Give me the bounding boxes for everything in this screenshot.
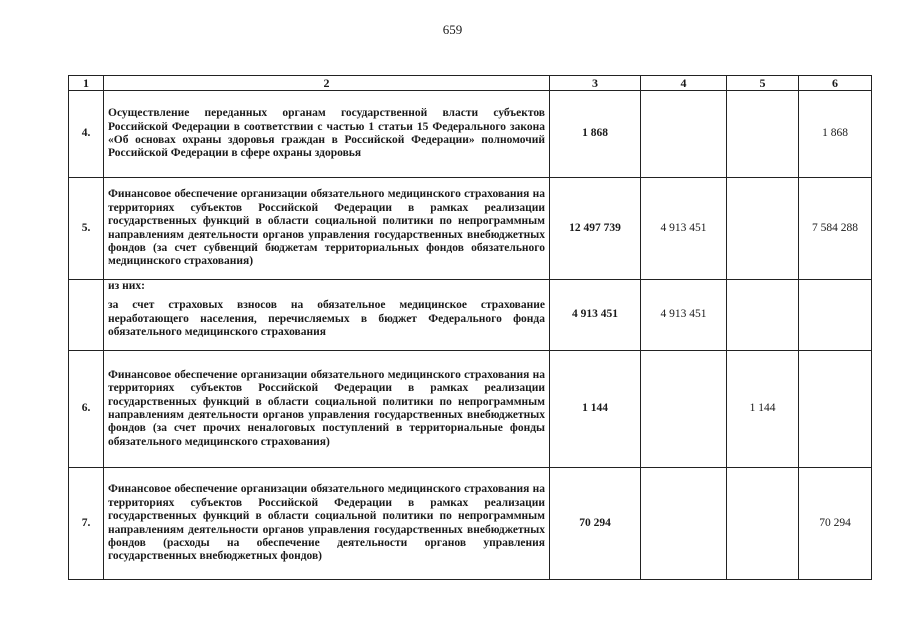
row-description: Осуществление переданных органам государственной власти субъектов Российской Федерации в соответствии с частью 1 статьи 15 Федерального закона «Об основах охраны здоровья граждан в Российской Федерации» полномочий Российской Федерации в сфере охраны здоровья <box>104 91 550 178</box>
table-row <box>69 178 872 280</box>
cell-col5 <box>727 468 799 580</box>
cell-col5: 1 144 <box>727 351 799 468</box>
sub-text: за счет страховых взносов на обязательное медицинское страхование неработающего населения, перечисляемых в бюджет Федерального фонда обязательного медицинского страхования <box>108 299 545 339</box>
cell-col5 <box>727 178 799 280</box>
row-description: Финансовое обеспечение организации обязательного медицинского страхования на территориях субъектов Российской Федерации в рамках реализации государственных функций в области социальной политики по непрограммным направлениям деятельности органов управления государственных внебюджетных фондов (за счет субвенций бюджетам территориальных фондов обязательного медицинского страхования) <box>104 178 550 280</box>
cell-col3: 1 868 <box>550 91 641 178</box>
cell-col4 <box>641 91 727 178</box>
column-header-1: 1 <box>69 76 104 91</box>
row-description <box>104 280 550 351</box>
row-description: Финансовое обеспечение организации обязательного медицинского страхования на территориях субъектов Российской Федерации в рамках реализации государственных функций в области социальной политики по непрограммным направлениям деятельности органов управления государственных внебюджетных фондов (за счет прочих неналоговых поступлений в территориальные фонды обязательного медицинского страхования) <box>104 351 550 468</box>
cell-col4: 4 913 451 <box>641 280 727 351</box>
column-header-6: 6 <box>799 76 872 91</box>
row-number <box>69 280 104 351</box>
table-row <box>69 91 872 178</box>
row-number: 6. <box>69 351 104 468</box>
cell-col4 <box>641 468 727 580</box>
cell-col6: 70 294 <box>799 468 872 580</box>
budget-table <box>68 75 872 580</box>
cell-col6: 1 868 <box>799 91 872 178</box>
table-row <box>69 280 872 351</box>
row-description: Финансовое обеспечение организации обязательного медицинского страхования на территориях субъектов Российской Федерации в рамках реализации государственных функций в области социальной политики по непрограммным направлениям деятельности органов управления государственных внебюджетных фондов (расходы на обеспечение деятельности органов управления государственных внебюджетных фондов) <box>104 468 550 580</box>
cell-col5 <box>727 91 799 178</box>
column-header-5: 5 <box>727 76 799 91</box>
column-header-4: 4 <box>641 76 727 91</box>
cell-col5 <box>727 280 799 351</box>
table-row <box>69 351 872 468</box>
cell-col4 <box>641 351 727 468</box>
cell-col6 <box>799 351 872 468</box>
header-row <box>69 76 872 91</box>
cell-col4: 4 913 451 <box>641 178 727 280</box>
cell-col6 <box>799 280 872 351</box>
row-number: 4. <box>69 91 104 178</box>
cell-col3: 4 913 451 <box>550 280 641 351</box>
column-header-3: 3 <box>550 76 641 91</box>
row-number: 5. <box>69 178 104 280</box>
cell-col3: 70 294 <box>550 468 641 580</box>
column-header-2: 2 <box>104 76 550 91</box>
table-row <box>69 468 872 580</box>
row-number: 7. <box>69 468 104 580</box>
page-number: 659 <box>442 22 463 37</box>
cell-col3: 12 497 739 <box>550 178 641 280</box>
cell-col3: 1 144 <box>550 351 641 468</box>
sub-heading: из них: <box>108 280 145 292</box>
cell-col6: 7 584 288 <box>799 178 872 280</box>
